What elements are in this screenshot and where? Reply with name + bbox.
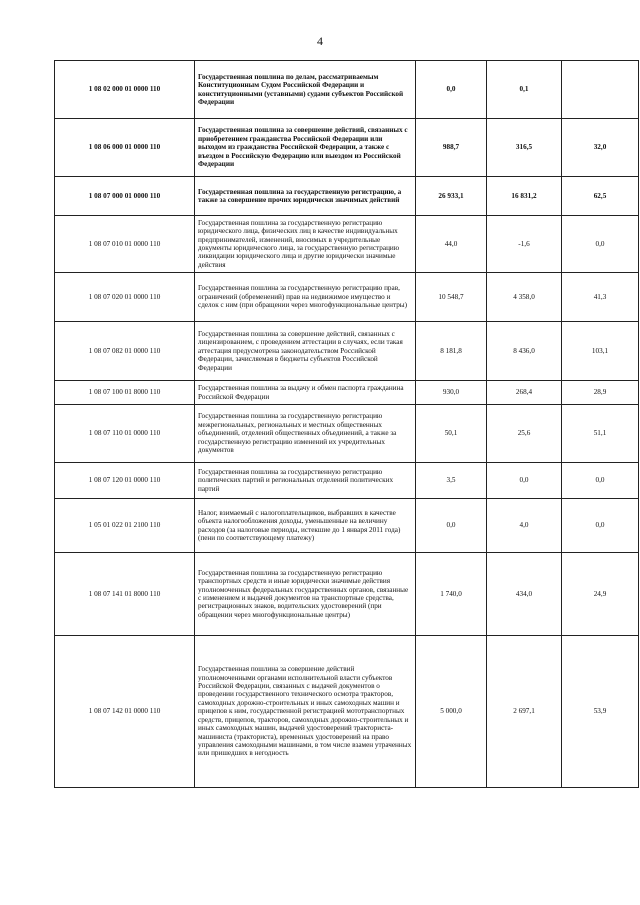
row-description: Государственная пошлина по делам, рассматриваемым Конституционным Судом Российской Федерации и конституционными (уставными) судами субъектов Российской Федерации — [195, 61, 416, 119]
fact-value: 16 831,2 — [487, 177, 562, 216]
plan-value: 0,0 — [416, 499, 487, 553]
budget-code: 1 05 01 022 01 2100 110 — [55, 499, 195, 553]
plan-value: 1 740,0 — [416, 553, 487, 636]
plan-value: 50,1 — [416, 405, 487, 463]
percent-value: 51,1 — [562, 405, 639, 463]
plan-value: 3,5 — [416, 463, 487, 499]
budget-code: 1 08 07 100 01 8000 110 — [55, 381, 195, 405]
table-row — [55, 273, 639, 322]
table-row — [55, 322, 639, 381]
plan-value: 8 181,8 — [416, 322, 487, 381]
row-description: Государственная пошлина за совершение действий уполномоченными органами исполнительной власти субъектов Российской Федерации, связанных с выдачей документов о проведении государственного технического осмотра тракторов, самоходных дорожно-строительных и иных самоходных машин и прицепов к ним, государственной регистрацией мототранспортных средств, прицепов, тракторов, самоходных дорожно-строительных и иных самоходных машин, выдачей удостоверений тракториста-машиниста (тракториста), временных удостоверений на право управления самоходными машинами, в том числе взамен утраченных или пришедших в негодность — [195, 636, 416, 788]
budget-code: 1 08 07 120 01 0000 110 — [55, 463, 195, 499]
fact-value: -1,6 — [487, 216, 562, 273]
percent-value: 0,0 — [562, 463, 639, 499]
row-description: Государственная пошлина за выдачу и обмен паспорта гражданина Российской Федерации — [195, 381, 416, 405]
percent-value: 0,0 — [562, 499, 639, 553]
budget-code: 1 08 07 020 01 0000 110 — [55, 273, 195, 322]
budget-code: 1 08 07 000 01 0000 110 — [55, 177, 195, 216]
budget-code: 1 08 07 110 01 0000 110 — [55, 405, 195, 463]
page-number: 4 — [317, 34, 323, 48]
fact-value: 4 358,0 — [487, 273, 562, 322]
fact-value: 434,0 — [487, 553, 562, 636]
budget-code: 1 08 06 000 01 0000 110 — [55, 119, 195, 177]
fact-value: 316,5 — [487, 119, 562, 177]
fact-value: 0,0 — [487, 463, 562, 499]
row-description: Государственная пошлина за государственную регистрацию прав, ограничений (обременений) прав на недвижимое имущество и сделок с ним (при обращении через многофункциональные центры) — [195, 273, 416, 322]
table-row — [55, 636, 639, 788]
table-row — [55, 405, 639, 463]
row-description: Государственная пошлина за государственную регистрацию транспортных средств и иные юридически значимые действия уполномоченных федеральных государственных органов, связанные с изменением и выдачей документов на транспортные средства, регистрационных знаков, водительских удостоверений (при обращении через многофункциональные центры) — [195, 553, 416, 636]
table-row — [55, 499, 639, 553]
row-description: Государственная пошлина за государственную регистрацию, а также за совершение прочих юридически значимых действий — [195, 177, 416, 216]
plan-value: 5 000,0 — [416, 636, 487, 788]
fact-value: 268,4 — [487, 381, 562, 405]
row-description: Государственная пошлина за государственную регистрацию политических партий и региональных отделений политических партий — [195, 463, 416, 499]
budget-code: 1 08 07 010 01 0000 110 — [55, 216, 195, 273]
fact-value: 8 436,0 — [487, 322, 562, 381]
budget-code: 1 08 07 142 01 0000 110 — [55, 636, 195, 788]
plan-value: 988,7 — [416, 119, 487, 177]
row-description: Государственная пошлина за совершение действий, связанных с приобретением гражданства Российской Федерации или выходом из гражданства Российской Федерации, а также с въездом в Российскую Федерацию или выездом из Российской Федерации — [195, 119, 416, 177]
percent-value: 28,9 — [562, 381, 639, 405]
table-row — [55, 216, 639, 273]
fact-value: 4,0 — [487, 499, 562, 553]
plan-value: 930,0 — [416, 381, 487, 405]
percent-value: 41,3 — [562, 273, 639, 322]
table-row — [55, 553, 639, 636]
plan-value: 10 548,7 — [416, 273, 487, 322]
table-row — [55, 177, 639, 216]
budget-code: 1 08 02 000 01 0000 110 — [55, 61, 195, 119]
budget-table — [54, 60, 639, 788]
percent-value: 24,9 — [562, 553, 639, 636]
percent-value: 62,5 — [562, 177, 639, 216]
percent-value — [562, 61, 639, 119]
table-row — [55, 381, 639, 405]
plan-value: 0,0 — [416, 61, 487, 119]
plan-value: 26 933,1 — [416, 177, 487, 216]
percent-value: 103,1 — [562, 322, 639, 381]
percent-value: 32,0 — [562, 119, 639, 177]
budget-code: 1 08 07 141 01 8000 110 — [55, 553, 195, 636]
row-description: Государственная пошлина за государственную регистрацию юридического лица, физических лиц в качестве индивидуальных предпринимателей, изменений, вносимых в учредительные документы юридического лица, за государственную регистрацию ликвидации юридического лица и другие юридически значимые действия — [195, 216, 416, 273]
row-description: Налог, взимаемый с налогоплательщиков, выбравших в качестве объекта налогообложения доходы, уменьшенные на величину расходов (за налоговые периоды, истекшие до 1 января 2011 года) (пени по соответствующему платежу) — [195, 499, 416, 553]
table-row — [55, 119, 639, 177]
budget-code: 1 08 07 082 01 0000 110 — [55, 322, 195, 381]
fact-value: 25,6 — [487, 405, 562, 463]
row-description: Государственная пошлина за государственную регистрацию межрегиональных, региональных и местных общественных объединений, отделений общественных объединений, а также за государственную регистрацию изменений их учредительных документов — [195, 405, 416, 463]
plan-value: 44,0 — [416, 216, 487, 273]
fact-value: 0,1 — [487, 61, 562, 119]
percent-value: 53,9 — [562, 636, 639, 788]
table-row — [55, 61, 639, 119]
fact-value: 2 697,1 — [487, 636, 562, 788]
table-row — [55, 463, 639, 499]
percent-value: 0,0 — [562, 216, 639, 273]
row-description: Государственная пошлина за совершение действий, связанных с лицензированием, с проведением аттестации в случаях, если такая аттестация предусмотрена законодательством Российской Федерации, зачисляемая в бюджеты субъектов Российской Федерации — [195, 322, 416, 381]
